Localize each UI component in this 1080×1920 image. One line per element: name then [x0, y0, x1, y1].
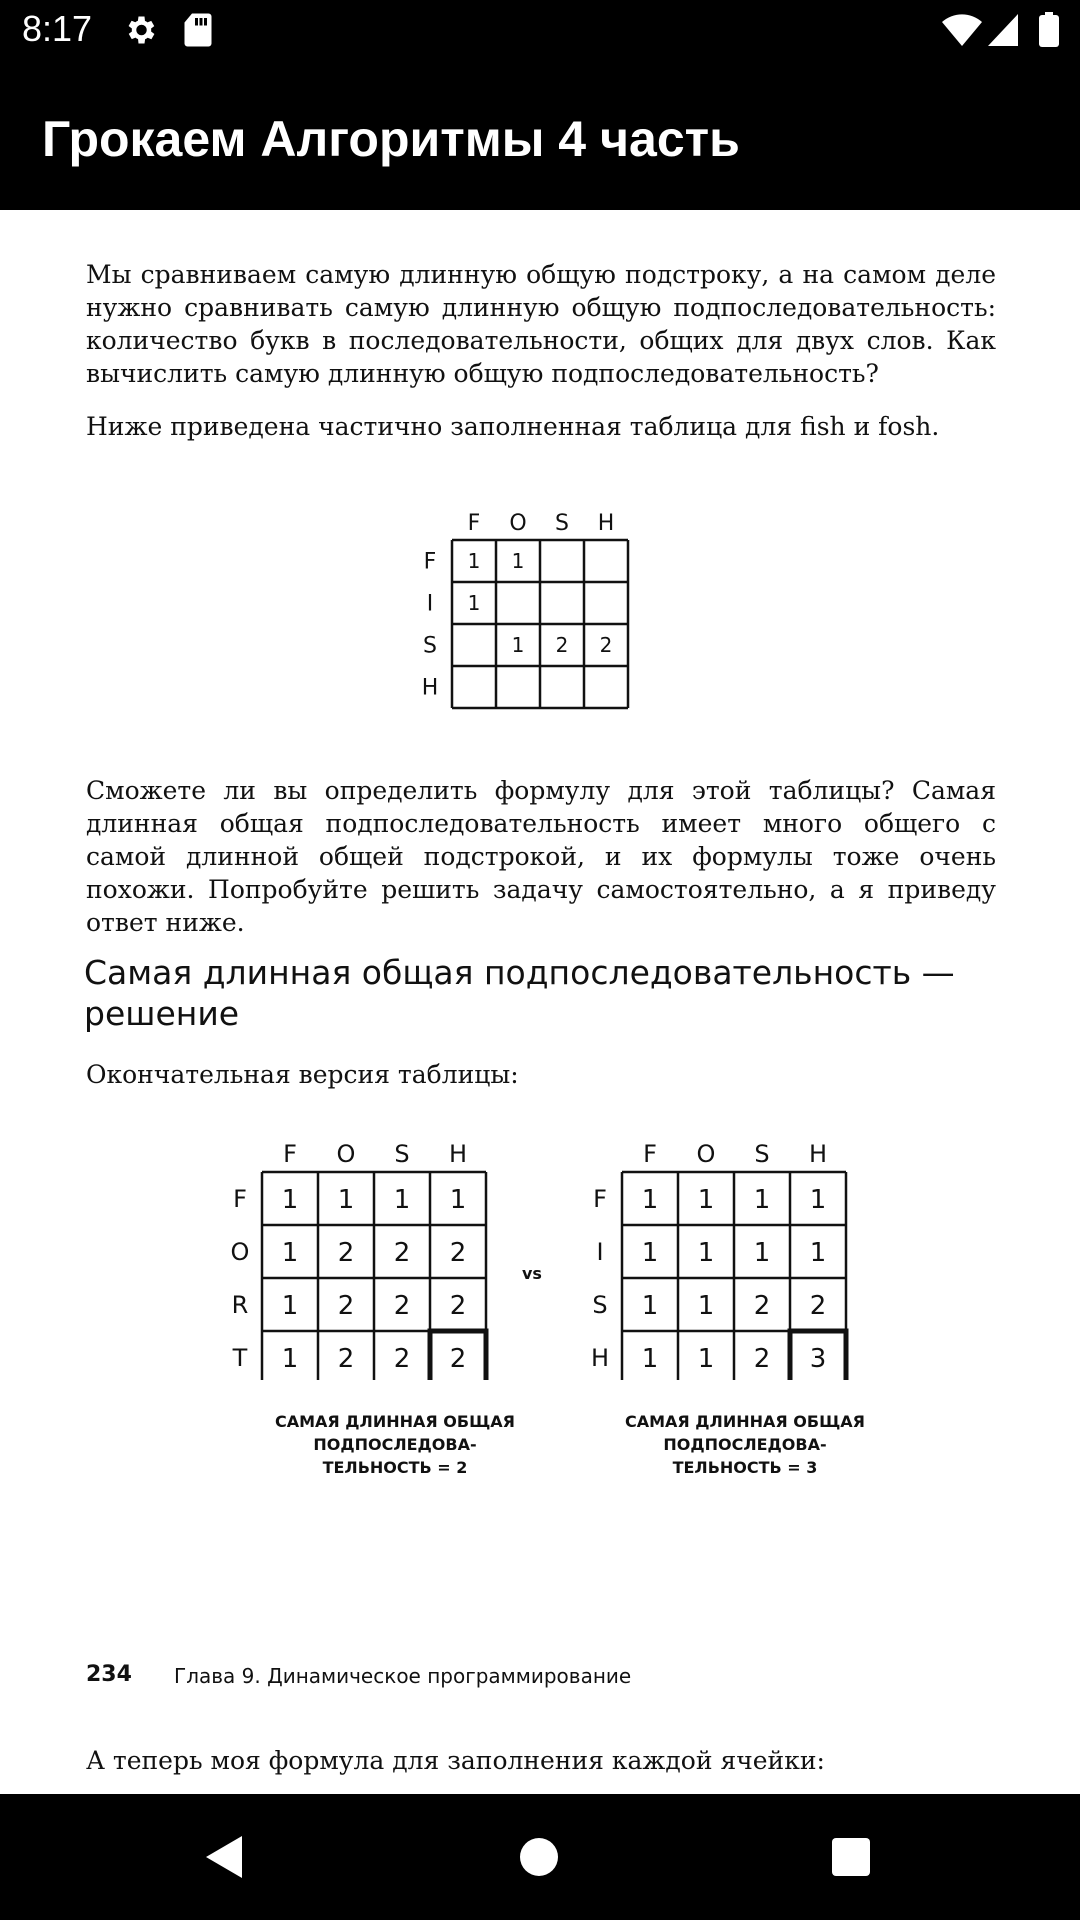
table-cell-value: 2 — [337, 1237, 355, 1268]
row-header: T — [232, 1343, 248, 1372]
table-cell-value: 2 — [753, 1290, 771, 1321]
row-header: S — [592, 1290, 608, 1319]
col-header: H — [597, 511, 615, 536]
app-bar — [0, 62, 1080, 210]
table-cell-value: 2 — [809, 1290, 827, 1321]
back-icon[interactable] — [202, 1834, 246, 1880]
table-cell-value: 1 — [697, 1184, 715, 1215]
caption-right: САМАЯ ДЛИННАЯ ОБЩАЯ ПОДПОСЛЕДОВА- ТЕЛЬНОСТЬ = 3 — [624, 1412, 865, 1477]
col-header: S — [555, 511, 569, 536]
table-cell-value: 1 — [753, 1184, 771, 1215]
lcs-table-fosh-fort — [200, 1130, 510, 1380]
table-cell-value: 2 — [449, 1343, 467, 1374]
vs-label: vs — [522, 1264, 542, 1283]
row-header: R — [231, 1290, 249, 1319]
row-header: I — [596, 1237, 604, 1266]
col-header: F — [467, 511, 481, 536]
table-cell-value: 1 — [467, 591, 481, 616]
home-icon[interactable] — [518, 1836, 560, 1878]
table-cell-value: 2 — [449, 1290, 467, 1321]
table-cell-value: 1 — [697, 1343, 715, 1374]
col-header: H — [808, 1140, 828, 1168]
table-cell-value: 1 — [281, 1343, 299, 1374]
recents-icon[interactable] — [830, 1836, 872, 1878]
row-header: O — [230, 1237, 250, 1266]
col-header: H — [448, 1140, 468, 1168]
table-cell-value: 2 — [599, 633, 613, 658]
col-header: O — [696, 1140, 716, 1168]
table-cell-value: 2 — [753, 1343, 771, 1374]
lcs-table-fosh-fish — [560, 1130, 870, 1380]
row-header: I — [426, 591, 434, 617]
table-cell-value: 1 — [281, 1237, 299, 1268]
navigation-bar — [0, 1794, 1080, 1920]
paragraph-3: Сможете ли вы определить формулу для этой таблицы? Самая длинная общая подпоследовательность имеет много общего с самой длинной общей подстрокой, и их формулы тоже очень похожи. Попробуйте решить задачу самостоятельно, а я приведу ответ ниже. — [86, 776, 996, 937]
app-title: Грокаем Алгоритмы 4 часть — [42, 111, 740, 167]
row-header: F — [593, 1184, 607, 1213]
partial-lcs-table — [400, 492, 660, 722]
cell-signal-icon — [988, 12, 1020, 48]
table-cell-value: 1 — [641, 1290, 659, 1321]
paragraph-4: Окончательная версия таблицы: — [86, 1060, 519, 1089]
table-cell-value: 1 — [393, 1184, 411, 1215]
col-header: F — [283, 1140, 297, 1168]
col-header: S — [394, 1140, 410, 1168]
table-cell-value: 2 — [555, 633, 569, 658]
table-cell-value: 1 — [809, 1184, 827, 1215]
table-cell-value: 2 — [337, 1343, 355, 1374]
status-bar — [0, 0, 1080, 62]
table-cell-value: 1 — [697, 1290, 715, 1321]
paragraph-2: Ниже приведена частично заполненная таблица для fish и fosh. — [86, 412, 940, 441]
table-cell-value: 1 — [753, 1237, 771, 1268]
table-cell-value: 2 — [337, 1290, 355, 1321]
chapter-title: Глава 9. Динамическое программирование — [174, 1664, 632, 1688]
table-cell-value: 1 — [511, 549, 525, 574]
table-cell-value: 1 — [511, 633, 525, 658]
book-page[interactable] — [0, 210, 1080, 1794]
wifi-icon — [940, 12, 984, 48]
table-cell-value: 1 — [697, 1237, 715, 1268]
sd-card-icon — [182, 12, 214, 48]
table-cell-value: 1 — [337, 1184, 355, 1215]
paragraph-1: Мы сравниваем самую длинную общую подстроку, а на самом деле нужно сравнивать самую длинную общую подпоследовательность: количество букв в последовательности, общих для двух слов. Как вычислить самую длинную общую подпоследовательность? — [86, 260, 996, 388]
table-cell-value: 1 — [281, 1184, 299, 1215]
status-time: 8:17 — [22, 8, 93, 49]
caption-left: САМАЯ ДЛИННАЯ ОБЩАЯ ПОДПОСЛЕДОВА- ТЕЛЬНОСТЬ = 2 — [274, 1412, 515, 1477]
table-cell-value: 1 — [641, 1343, 659, 1374]
row-header: H — [590, 1343, 610, 1372]
row-header: F — [423, 549, 437, 575]
section-heading: Самая длинная общая подпоследовательность — решение — [84, 953, 955, 1033]
row-header: S — [423, 633, 437, 659]
row-header: H — [421, 675, 439, 701]
table-cell-value: 1 — [641, 1184, 659, 1215]
col-header: O — [509, 511, 527, 536]
battery-icon — [1038, 12, 1060, 48]
table-cell-value: 2 — [393, 1343, 411, 1374]
table-cell-value: 1 — [641, 1237, 659, 1268]
table-cell-value: 1 — [809, 1237, 827, 1268]
table-cell-value: 2 — [393, 1237, 411, 1268]
table-cell-value: 1 — [449, 1184, 467, 1215]
settings-gear-icon — [122, 12, 158, 48]
table-cell-value: 1 — [467, 549, 481, 574]
table-cell-value: 2 — [393, 1290, 411, 1321]
col-header: S — [754, 1140, 770, 1168]
row-header: F — [233, 1184, 247, 1213]
paragraph-5: А теперь моя формула для заполнения каждой ячейки: — [86, 1746, 825, 1775]
col-header: F — [643, 1140, 657, 1168]
table-cell-value: 2 — [449, 1237, 467, 1268]
table-cell-value: 3 — [809, 1343, 827, 1374]
col-header: O — [336, 1140, 356, 1168]
table-cell-value: 1 — [281, 1290, 299, 1321]
page-number: 234 — [86, 1662, 132, 1687]
